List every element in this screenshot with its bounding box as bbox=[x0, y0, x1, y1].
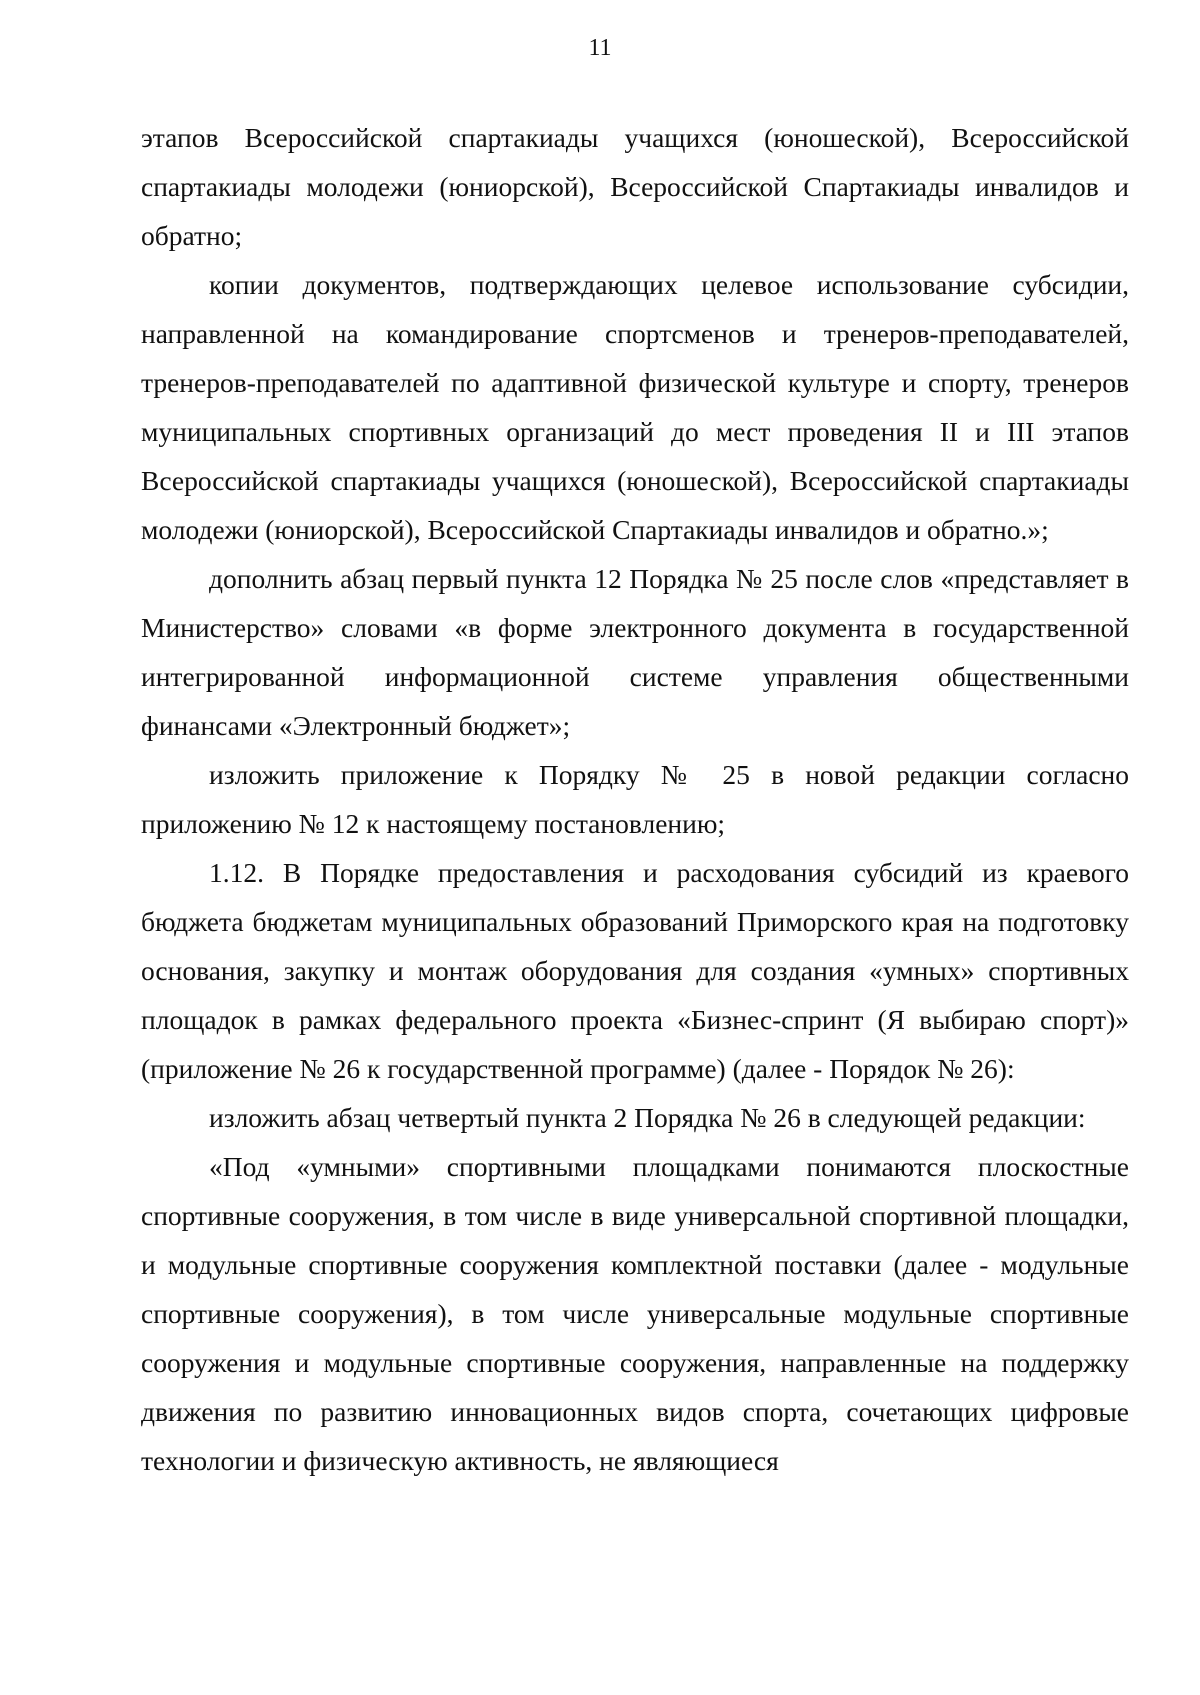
paragraph-documents-copies: копии документов, подтверждающих целевое использование субсидии, направленной на командирование спортсменов и тренеров-преподавателей, тренеров-преподавателей по адаптивной физической культуре и спорту, тренеров муниципальных спортивных организаций до мест проведения II и III этапов Всероссийской спартакиады учащихся (юношеской), Всероссийской спартакиады молодежи (юниорской), Всероссийской Спартакиады инвалидов и обратно.»; bbox=[141, 269, 1129, 545]
paragraph-amend-item-2: изложить абзац четвертый пункта 2 Порядка № 26 в следующей редакции: bbox=[209, 1102, 1086, 1133]
page-number: 11 bbox=[588, 35, 612, 61]
document-body bbox=[141, 113, 1129, 1485]
paragraph-section-1-12: 1.12. В Порядке предоставления и расходования субсидий из краевого бюджета бюджетам муниципальных образований Приморского края на подготовку основания, закупку и монтаж оборудования для создания «умных» спортивных площадок в рамках федерального проекта «Бизнес-спринт (Я выбираю спорт)» (приложение № 26 к государственной программе) (далее - Порядок № 26): bbox=[141, 857, 1129, 1084]
paragraph-continuation: этапов Всероссийской спартакиады учащихся (юношеской), Всероссийской спартакиады молодежи (юниорской), Всероссийской Спартакиады инвалидов и обратно; bbox=[141, 122, 1129, 251]
paragraph-appendix-revision: изложить приложение к Порядку № 25 в новой редакции согласно приложению № 12 к настоящему постановлению; bbox=[141, 759, 1129, 839]
paragraph-smart-playgrounds-definition: «Под «умными» спортивными площадками понимаются плоскостные спортивные сооружения, в том числе в виде универсальной спортивной площадки, и модульные спортивные сооружения комплектной поставки (далее - модульные спортивные сооружения), в том числе универсальные модульные спортивные сооружения и модульные спортивные сооружения, направленные на поддержку движения по развитию инновационных видов спорта, сочетающих цифровые технологии и физическую активность, не являющиеся bbox=[141, 1151, 1129, 1476]
paragraph-amend-item-12: дополнить абзац первый пункта 12 Порядка № 25 после слов «представляет в Министерство» словами «в форме электронного документа в государственной интегрированной информационной системе управления общественными финансами «Электронный бюджет»; bbox=[141, 563, 1129, 741]
